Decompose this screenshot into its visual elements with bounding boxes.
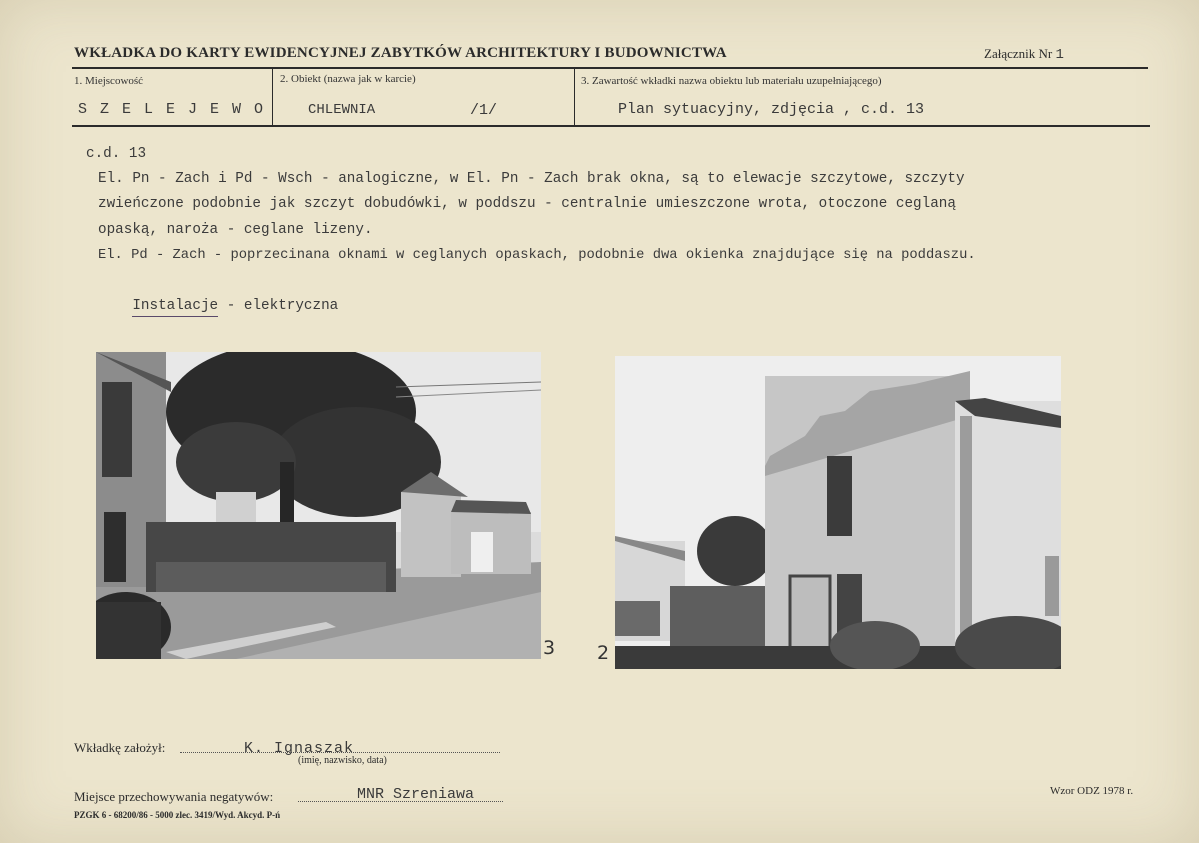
description-line-2: zwieńczone podobnie jak szczyt dobudówki, w poddszu - centralnie umieszczone wrota, otoczone ceglaną xyxy=(98,196,956,212)
founder-value: K. Ignaszak xyxy=(244,740,355,757)
field-1-label: 1. Miejscowość xyxy=(74,75,144,87)
founder-label: Wkładkę założył: xyxy=(74,740,166,755)
photo-number-right: 2 xyxy=(597,642,610,664)
installations-line xyxy=(98,269,338,344)
form-title: WKŁADKA DO KARTY EWIDENCYJNEJ ZABYTKÓW ARCHITEKTURY I BUDOWNICTWA xyxy=(74,45,727,61)
attachment-label xyxy=(984,46,1064,63)
field-divider-2 xyxy=(574,69,575,125)
photo-number-left: 3 xyxy=(543,637,556,659)
installations-label: Instalacje xyxy=(132,298,218,317)
description-line-4: El. Pd - Zach - poprzecinana oknami w ceglanych opaskach, podobnie dwa okienka znajdujące się na poddaszu. xyxy=(98,248,976,263)
field-3-value: Plan sytuacyjny, zdjęcia , c.d. 13 xyxy=(618,101,925,118)
print-info: PZGK 6 - 68200/86 - 5000 zlec. 3419/Wyd. Akcyd. P-ń xyxy=(74,810,281,820)
installations-value: elektryczna xyxy=(243,298,339,314)
header-top-rule xyxy=(72,67,1148,69)
photo-street-view xyxy=(96,352,541,659)
description-line-1: El. Pn - Zach i Pd - Wsch - analogiczne, w El. Pn - Zach brak okna, są to elewacje szczytowe, szczyty xyxy=(98,171,965,187)
founder-caption: (imię, nazwisko, data) xyxy=(298,755,387,766)
field-2-number: /1/ xyxy=(470,102,498,119)
field-2-label: 2. Obiekt (nazwa jak w karcie) xyxy=(280,73,416,85)
attachment-number: 1 xyxy=(1055,47,1064,63)
installations-dash: - xyxy=(218,298,244,314)
header-bottom-rule xyxy=(72,125,1150,127)
storage-label: Miejsce przechowywania negatywów: xyxy=(74,789,274,804)
attachment-label-text: Załącznik Nr xyxy=(984,46,1053,61)
field-2-value: CHLEWNIA xyxy=(308,102,376,118)
form-model: Wzor ODZ 1978 r. xyxy=(1050,785,1134,797)
field-1-value: S Z E L E J E W O xyxy=(78,101,266,118)
field-divider-1 xyxy=(272,69,273,125)
photo-pigsty-facade xyxy=(615,356,1061,669)
field-3-label: 3. Zawartość wkładki nazwa obiektu lub materiału uzupełniającego) xyxy=(581,75,882,87)
continuation-note: c.d. 13 xyxy=(86,146,147,162)
description-line-3: opaską, naroża - ceglane lizeny. xyxy=(98,222,373,238)
storage-value: MNR Szreniawa xyxy=(357,786,475,803)
